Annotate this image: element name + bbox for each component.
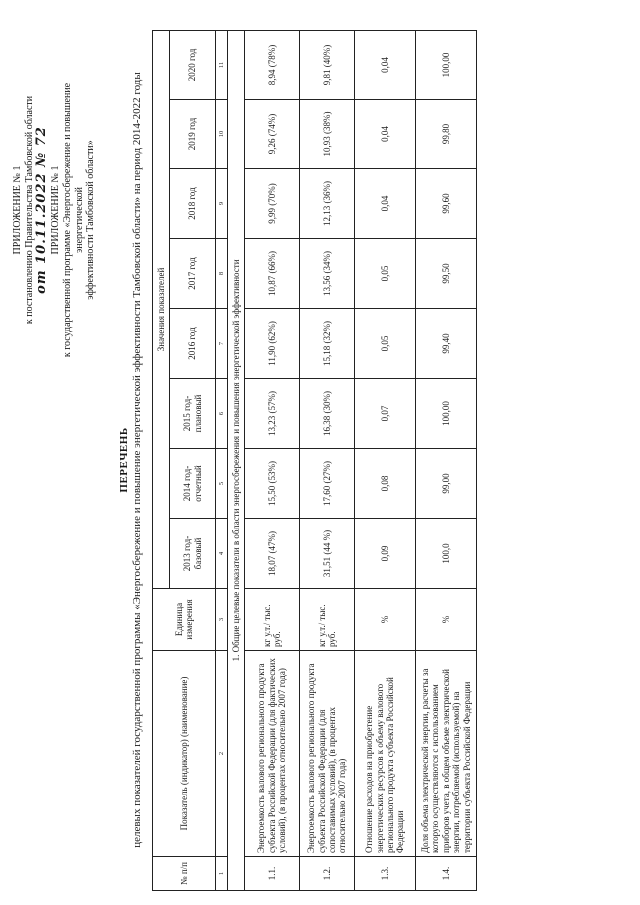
year-header: 2014 год-отчетный [170,449,216,519]
column-index: 8 [216,239,228,309]
year-header: 2019 год [170,100,216,169]
value-cell: 100,00 [416,30,477,99]
indicator-unit: кг у.т./ тыс. руб. [300,589,355,651]
value-cell: 100,0 [416,519,477,589]
col-name-header: Показатель (индикатор) (наименование) [153,651,216,857]
title-sub: целевых показателей государственной программы «Энергосбережение и повышение энергетической эффективности Тамбовской области» на период 2014-2022 годы [130,72,143,848]
section-row [228,30,245,890]
value-cell: 10,87 (66%) [245,239,300,309]
column-index: 7 [216,309,228,379]
value-cell: 9,26 (74%) [245,100,300,169]
row-number: 1.3. [355,857,416,891]
value-cell: 0,05 [355,309,416,379]
value-cell: 99,00 [416,449,477,519]
column-index: 2 [216,651,228,857]
indicator-unit: % [355,589,416,651]
col-values-group-header: Значения показателей [153,30,170,588]
table-row [355,30,416,890]
value-cell: 99,50 [416,239,477,309]
column-index: 6 [216,379,228,449]
row-number: 1.2. [300,857,355,891]
col-unit-header: Единица измерения [153,589,216,651]
column-index-row [216,30,228,890]
value-cell: 0,07 [355,379,416,449]
value-cell: 0,05 [355,239,416,309]
column-index: 5 [216,449,228,519]
value-cell: 13,23 (57%) [245,379,300,449]
value-cell: 99,80 [416,100,477,169]
value-cell: 9,81 (40%) [300,30,355,99]
rotated-document-page [0,25,605,895]
appendix-header [12,55,61,365]
header-row-1 [153,30,170,890]
column-index: 10 [216,100,228,169]
column-index: 9 [216,169,228,239]
appendix-title-2: ПРИЛОЖЕНИЕ № 1 [49,165,61,255]
value-cell: 11,90 (62%) [245,309,300,379]
column-index: 4 [216,519,228,589]
value-cell: 18,07 (47%) [245,519,300,589]
year-header: 2015 год-плановый [170,379,216,449]
value-cell: 15,50 (53%) [245,449,300,519]
value-cell: 0,08 [355,449,416,519]
column-index: 11 [216,30,228,99]
table-row [300,30,355,890]
indicator-name: Доля объема электрической энергии, расчеты за которую осуществляются с использованием приборов учета, в общем объеме электрической энергии, потребляемой (используемой) на территории субъекта Российской Федерации [416,651,477,857]
program-reference [62,55,97,385]
value-cell: 8,94 (78%) [245,30,300,99]
indicator-name: Отношение расходов на приобретение энергетических ресурсов к объему валового регионального продукта субъекта Российской Федерации [355,651,416,857]
value-cell: 9,99 (70%) [245,169,300,239]
appendix-title: ПРИЛОЖЕНИЕ № 1 [12,165,23,255]
row-number: 1.4. [416,857,477,891]
value-cell: 12,13 (36%) [300,169,355,239]
value-cell: 0,04 [355,30,416,99]
program-line-2: эффективности Тамбовской области» [85,140,96,300]
value-cell: 99,60 [416,169,477,239]
resolution-line: к постановлению Правительства Тамбовской области [23,95,35,325]
document-title [118,25,143,895]
value-cell: 10,93 (38%) [300,100,355,169]
year-header: 2016 год [170,309,216,379]
value-cell: 15,18 (32%) [300,309,355,379]
year-header: 2017 год [170,239,216,309]
value-cell: 0,04 [355,100,416,169]
value-cell: 13,56 (34%) [300,239,355,309]
value-cell: 100,00 [416,379,477,449]
value-cell: 31,51 (44 %) [300,519,355,589]
table-row [245,30,300,890]
table-row [416,30,477,890]
indicator-name: Энергоемкость валового регионального продукта субъекта Российской Федерации (для сопоставимых условий), (в процентах относительно 2007 года) [300,651,355,857]
handwritten-date-number: от 10.11.2022 № 72 [34,126,49,294]
year-header: 2020 год [170,30,216,99]
row-number: 1.1. [245,857,300,891]
value-cell: 99,40 [416,309,477,379]
column-index: 1 [216,857,228,891]
year-header: 2018 год [170,169,216,239]
value-cell: 17,60 (27%) [300,449,355,519]
col-num-header: № п/п [153,857,216,891]
title-main: ПЕРЕЧЕНЬ [118,427,130,493]
year-header: 2013 год-базовый [170,519,216,589]
indicator-unit: % [416,589,477,651]
value-cell: 0,04 [355,169,416,239]
value-cell: 16,38 (30%) [300,379,355,449]
indicators-table [152,30,477,891]
indicator-name: Энергоемкость валового регионального продукта субъекта Российской Федерации (для фактических условий), (в процентах относительно 2007 года) [245,651,300,857]
program-line-1: к государственной программе «Энергосбережение и повышение энергетической [62,82,85,358]
section-title: 1. Общие целевые показатели в области энергосбережения и повышения энергетической эффективности [228,30,245,890]
value-cell: 0,09 [355,519,416,589]
column-index: 3 [216,589,228,651]
indicator-unit: кг у.т./ тыс. руб. [245,589,300,651]
